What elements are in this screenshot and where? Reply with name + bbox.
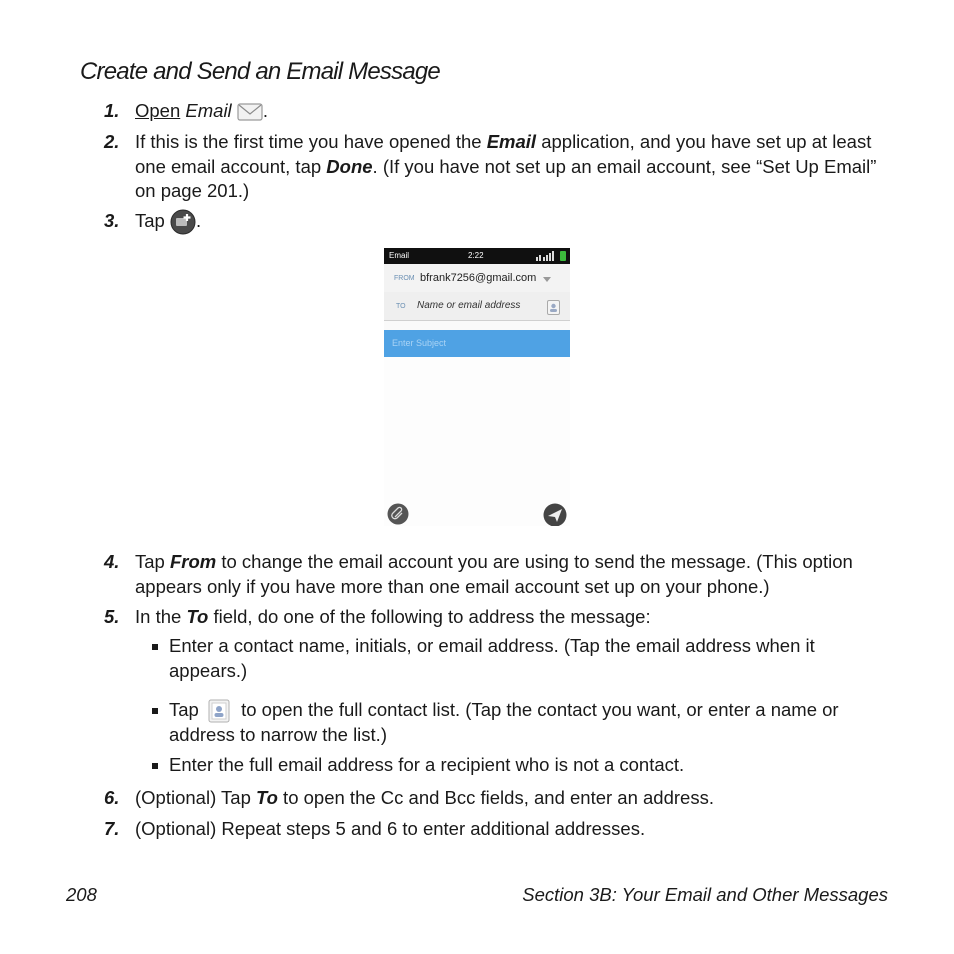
open-link[interactable]: Open (135, 100, 181, 121)
subject-field[interactable] (384, 330, 570, 357)
email-app-name: Email (185, 100, 232, 121)
send-arrow-icon[interactable] (543, 503, 567, 526)
page-number: 208 (66, 884, 97, 905)
email-envelope-icon (237, 102, 263, 122)
to-term: To (256, 787, 278, 808)
from-term: From (169, 551, 217, 572)
to-field[interactable] (384, 292, 570, 321)
new-message-plus-icon (170, 209, 196, 235)
contact-card-icon[interactable] (547, 300, 560, 315)
step-number: 4. (104, 551, 120, 572)
email-app-name: Email (486, 131, 537, 152)
bottom-toolbar (384, 500, 570, 526)
from-value: bfrank7256@gmail.com (420, 272, 537, 284)
step-number: 3. (104, 210, 120, 231)
signal-icon (536, 251, 568, 261)
status-app-name: Email (389, 251, 410, 260)
page-title: Create and Send an Email Message (80, 58, 440, 85)
attach-paperclip-icon[interactable] (387, 503, 409, 525)
step-number: 6. (104, 787, 120, 808)
bullet-marker (152, 708, 158, 714)
done-term: Done (326, 155, 373, 177)
to-placeholder: Name or email address (417, 300, 521, 311)
message-body-area[interactable] (384, 357, 570, 500)
step-number: 5. (104, 606, 120, 627)
section-footer: Section 3B: Your Email and Other Messages (522, 884, 888, 905)
bullet-marker (152, 763, 158, 769)
from-label: FROM (394, 275, 415, 282)
step-number: 2. (104, 131, 120, 152)
to-term: To (186, 606, 209, 627)
status-bar (384, 248, 570, 264)
contact-card-icon (208, 699, 230, 723)
chevron-down-icon (543, 277, 551, 282)
to-label: TO (396, 303, 406, 310)
phone-compose-screenshot (384, 248, 570, 526)
step-number: 1. (104, 100, 120, 121)
step-number: 7. (104, 818, 120, 839)
subject-placeholder: Enter Subject (392, 338, 447, 348)
status-time: 2:22 (468, 251, 484, 260)
from-field[interactable] (384, 264, 570, 293)
bullet-marker (152, 644, 158, 650)
